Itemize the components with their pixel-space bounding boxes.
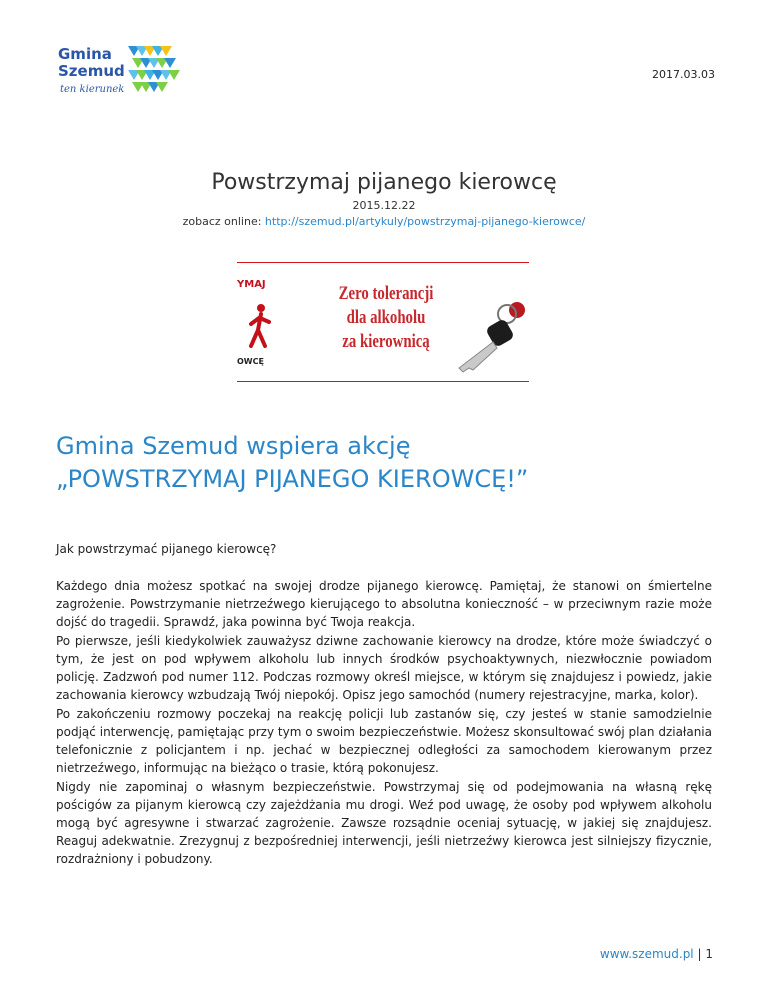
logo-slogan: ten kierunek: [60, 84, 125, 95]
page-footer: [600, 947, 713, 961]
banner-slogan-line-1: Zero tolerancji: [338, 283, 434, 304]
page-number: 1: [705, 947, 713, 961]
banner-fragment-top: YMAJ: [237, 279, 266, 290]
article-banner-image: [237, 260, 529, 383]
publish-date: 2015.12.22: [352, 199, 416, 212]
paragraph-1: Każdego dnia możesz spotkać na swojej drodze pijanego kierowcę. Pamiętaj, że stanowi on śmiertelne zagrożenie. Powstrzymanie nietrzeźwego kierującego to absolutna konieczność – w przeciwnym razie może dojść do tragedii. Sprawdź, jaka powinna być Twoja reakcja.: [56, 579, 712, 629]
banner-slogan: [335, 282, 436, 354]
banner-bottom-rule: [237, 381, 529, 382]
logo-line-2: Szemud: [58, 62, 125, 80]
document-date: 2017.03.03: [652, 68, 715, 81]
section-heading-line-2: „POWSTRZYMAJ PIJANEGO KIEROWCĘ!”: [56, 465, 529, 493]
logo-wordmark: [58, 46, 125, 80]
logo-triangles-icon: [128, 46, 186, 96]
banner-fragment-bottom: OWCĘ: [237, 357, 264, 366]
paragraph-4: Nigdy nie zapominaj o własnym bezpieczeństwie. Powstrzymaj się od podejmowania na własną rękę pościgów za pijanym kierowcą czy zajeżdżania mu drogi. Weź pod uwagę, że osoby pod wpływem alkoholu mogą być agresywne i stwarzać zagrożenie. Zawsze rozsądnie oceniaj sytuację, w jakiej się znajdujesz. Reaguj adekwatnie. Zrezygnuj z bezpośredniej interwencji, jeśli nietrzeźwy kierowca jest silniejszy fizycznie, rozdrażniony i pobudzony.: [56, 780, 712, 866]
paragraph-3: Po zakończeniu rozmowy poczekaj na reakcję policji lub zastanów się, czy jesteś w stanie samodzielnie podjąć interwencję, pamiętając przy tym o swoim bezpieczeństwie. Możesz skonsultować swój plan działania telefonicznie z policjantem i np. jechać w bezpiecznej odległości za samochodem kierowanym przez nietrzeźwego, informując na bieżąco o trasie, którą pokonujesz.: [56, 707, 712, 775]
page-header: [0, 0, 768, 110]
logo-line-1: Gmina: [58, 45, 112, 63]
article-title: Powstrzymaj pijanego kierowcę: [211, 170, 557, 195]
online-link-line: [0, 215, 768, 228]
section-heading: [56, 430, 528, 496]
section-heading-line-1: Gmina Szemud wspiera akcję: [56, 432, 411, 460]
banner-slogan-line-3: za kierownicą: [342, 331, 430, 352]
paragraph-intro: Jak powstrzymać pijanego kierowcę?: [56, 542, 277, 556]
gmina-szemud-logo: [58, 46, 188, 102]
footer-site-link[interactable]: www.szemud.pl: [599, 947, 694, 961]
paragraph-2: Po pierwsze, jeśli kiedykolwiek zauważysz dziwne zachowanie kierowcy na drodze, które może świadczyć o tym, że jest on pod wpływem alkoholu lub innych środków psychoaktywnych, niezwłocznie powiadom policję. Zadzwoń pod numer 112. Podczas rozmowy określ miejsce, w którym się znajdujesz i powiedz, jakie zachowania kierowcy wzbudzają Twój niepokój. Opisz jego samochód (numery rejestracyjne, marka, kolor).: [56, 634, 712, 702]
walking-man-icon: [245, 302, 275, 352]
online-url-link[interactable]: http://szemud.pl/artykuly/powstrzymaj-pijanego-kierowce/: [264, 215, 586, 228]
banner-slogan-line-2: dla alkoholu: [346, 307, 426, 328]
car-key-icon: [449, 298, 529, 378]
banner-top-rule: [237, 262, 529, 263]
footer-separator: |: [697, 947, 702, 961]
online-label: zobacz online:: [182, 215, 262, 228]
